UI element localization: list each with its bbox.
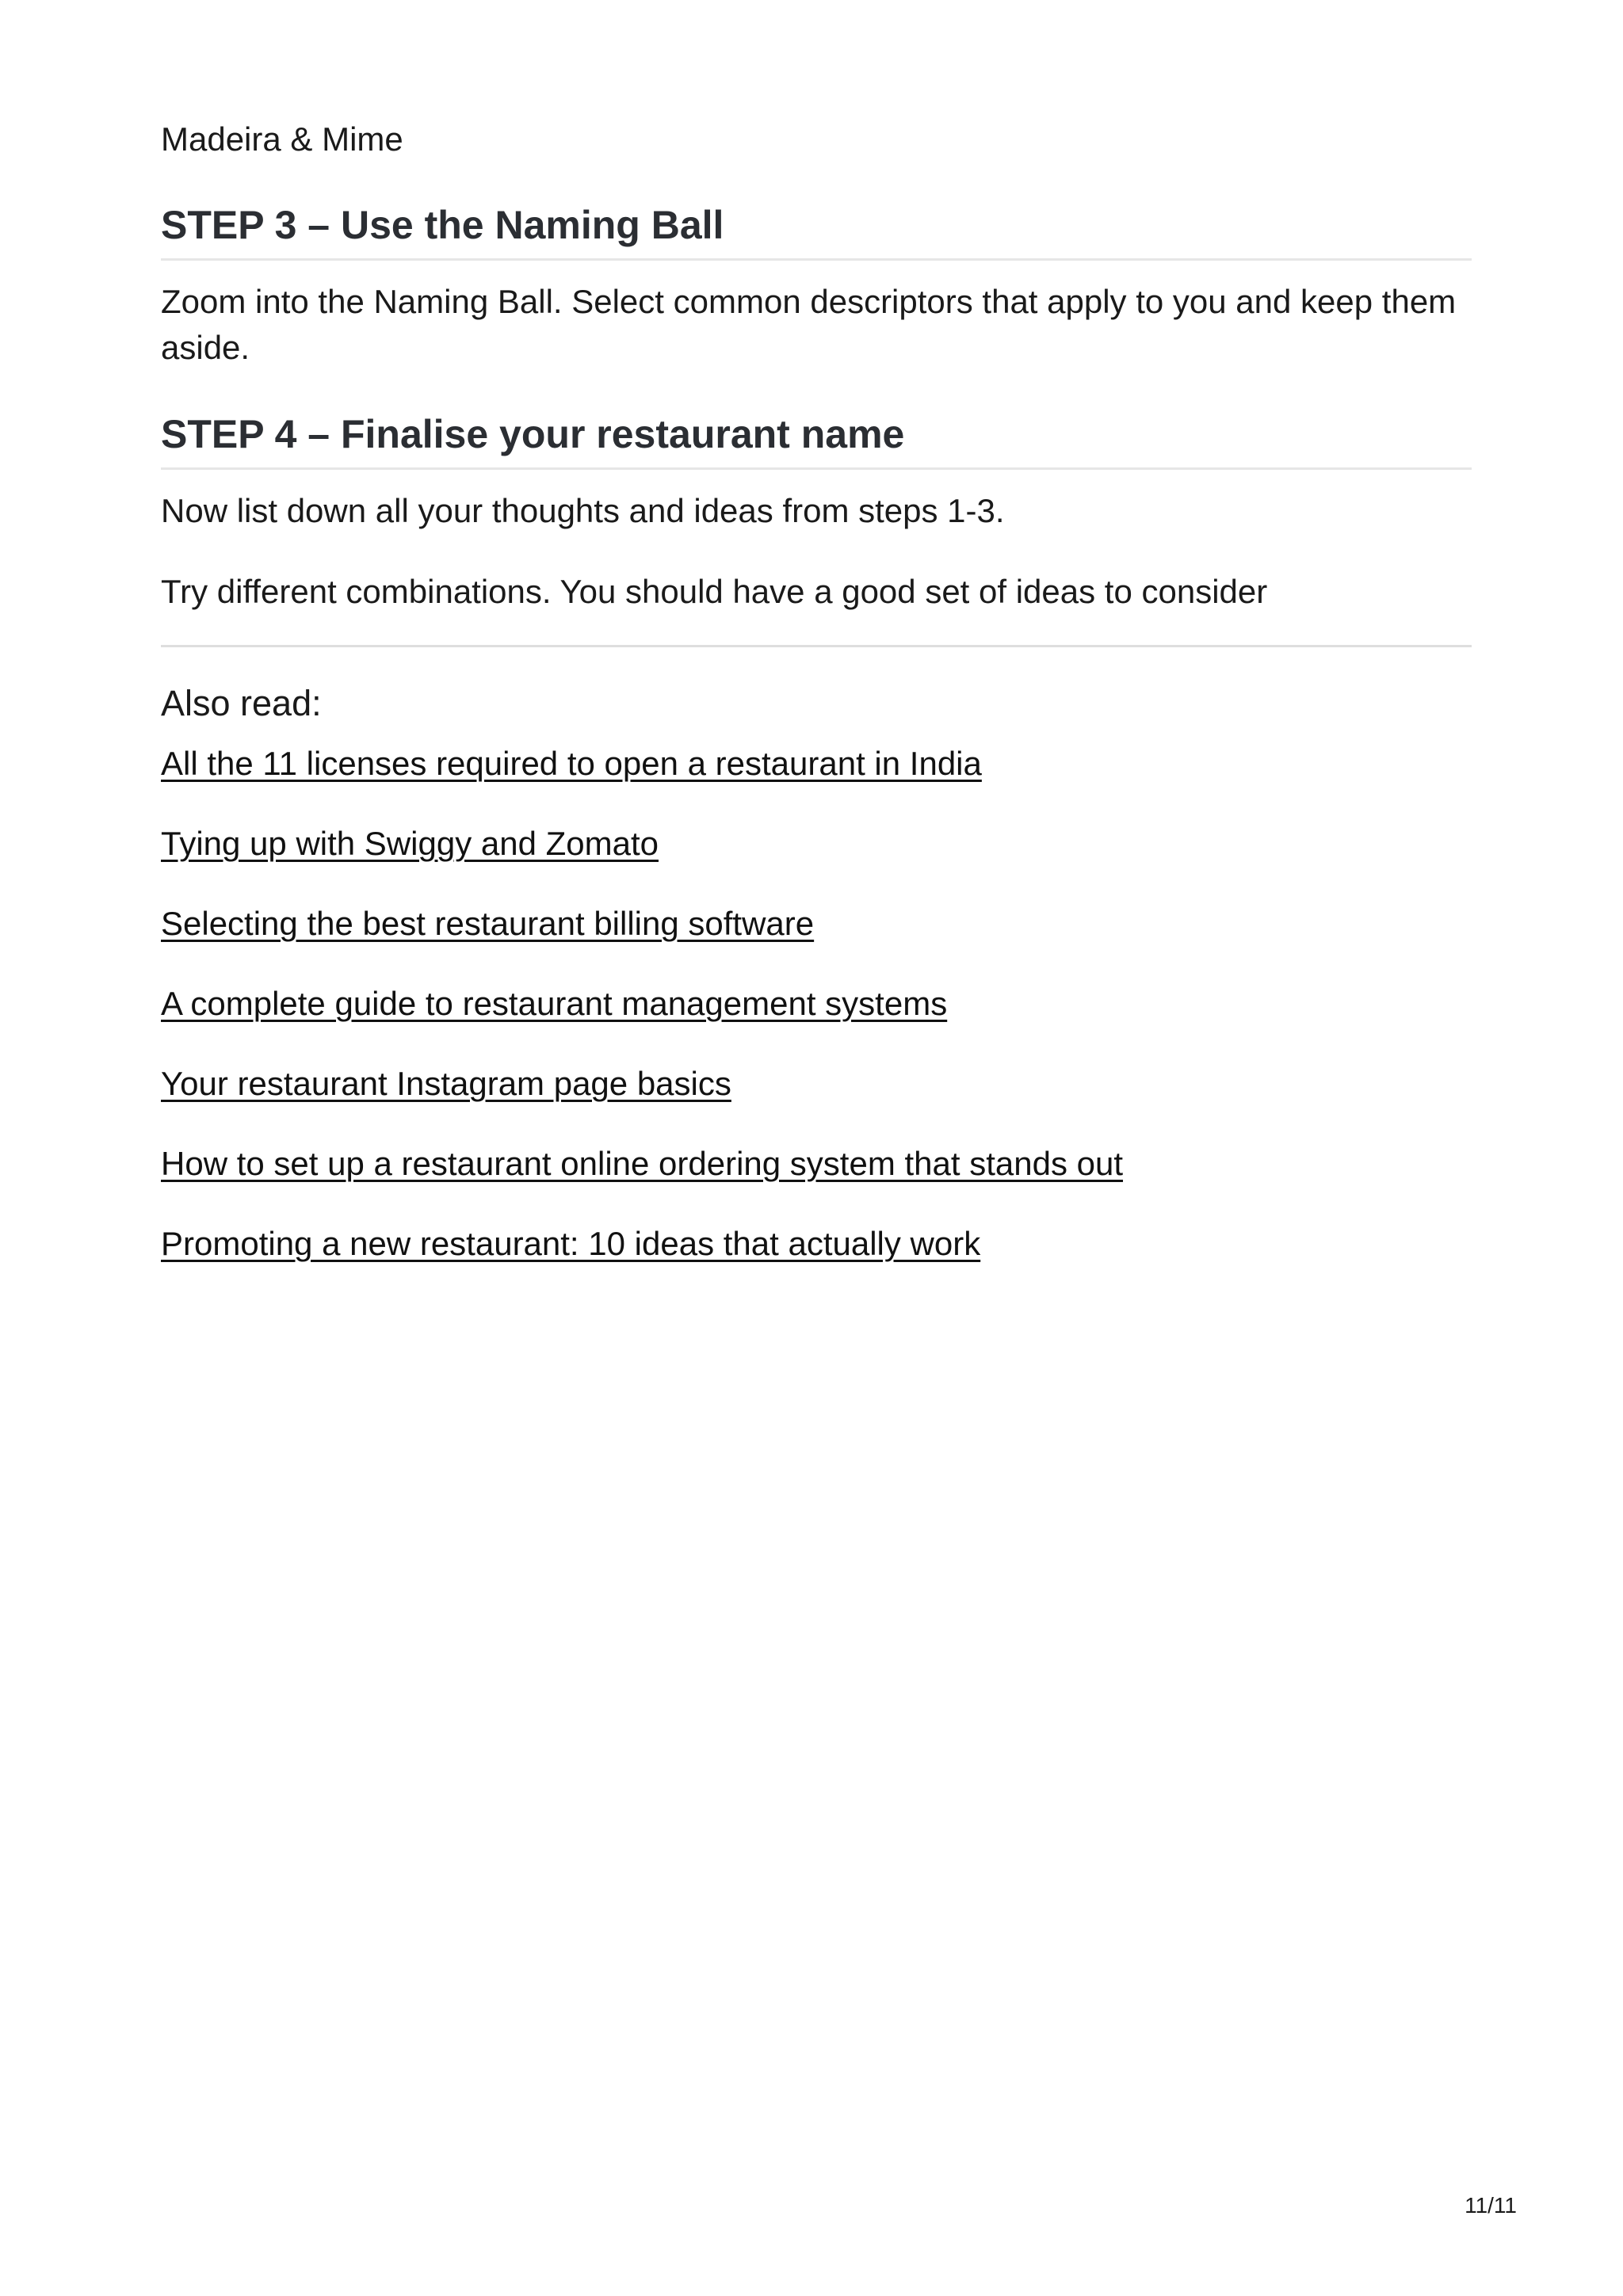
step-4-paragraph-2: Try different combinations. You should have a good set of ideas to consider xyxy=(161,573,1268,610)
section-divider xyxy=(161,645,1472,647)
also-read-links xyxy=(161,742,1123,1302)
list-item xyxy=(161,822,1123,902)
list-item xyxy=(161,1062,1123,1142)
list-item xyxy=(161,742,1123,822)
list-item xyxy=(161,1142,1123,1222)
list-item xyxy=(161,1222,1123,1302)
link-billing-software[interactable]: Selecting the best restaurant billing software xyxy=(161,905,815,942)
also-read-label: Also read: xyxy=(161,683,322,723)
step-3-paragraph: Zoom into the Naming Ball. Select common descriptors that apply to you and keep them aside. xyxy=(161,283,1457,366)
list-item xyxy=(161,982,1123,1062)
list-item xyxy=(161,902,1123,982)
link-swiggy-zomato[interactable]: Tying up with Swiggy and Zomato xyxy=(161,825,659,862)
step-4-heading: STEP 4 – Finalise your restaurant name xyxy=(161,409,1472,470)
step-4-paragraph-1: Now list down all your thoughts and ideas from steps 1-3. xyxy=(161,492,1005,529)
step-3-heading: STEP 3 – Use the Naming Ball xyxy=(161,200,1472,261)
link-online-ordering[interactable]: How to set up a restaurant online ordering system that stands out xyxy=(161,1145,1124,1182)
link-management-systems[interactable]: A complete guide to restaurant management systems xyxy=(161,985,948,1022)
link-instagram-basics[interactable]: Your restaurant Instagram page basics xyxy=(161,1065,731,1102)
link-licenses[interactable]: All the 11 licenses required to open a restaurant in India xyxy=(161,745,982,782)
link-promoting-restaurant[interactable]: Promoting a new restaurant: 10 ideas that actually work xyxy=(161,1225,981,1262)
intro-text: Madeira & Mime xyxy=(161,120,403,158)
page-number: 11/11 xyxy=(1465,2193,1517,2218)
